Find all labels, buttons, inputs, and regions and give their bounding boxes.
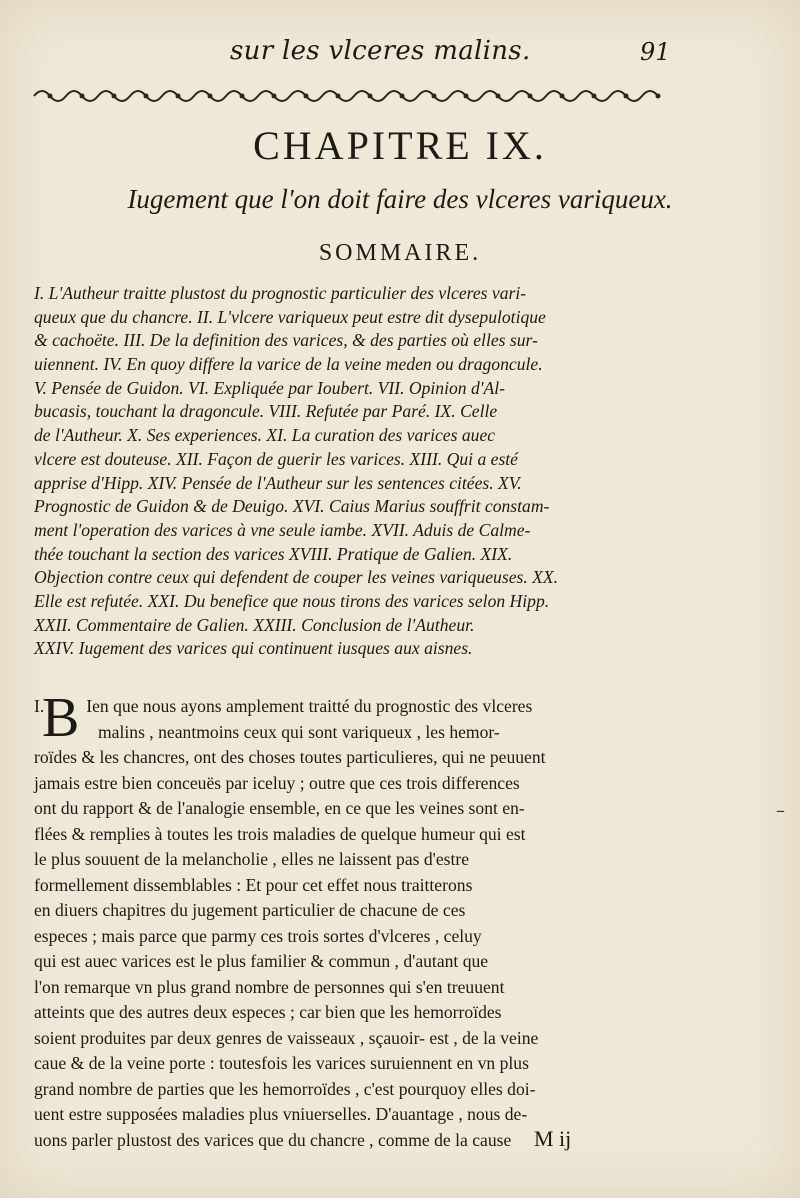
running-title: sur les vlceres malins. (230, 36, 531, 66)
chapter-title: CHAPITRE IX. (253, 123, 547, 168)
body-line: especes ; mais parce que parmy ces trois sortes d'vlceres , celuy (34, 925, 482, 946)
body-line: malins , neantmoins ceux qui sont variqueux , les hemor- (98, 721, 500, 742)
chapter-subtitle: Iugement que l'on doit faire des vlceres variqueux. (127, 184, 673, 214)
body-line: formellement dissemblables : Et pour cet effet nous traitterons (34, 874, 473, 895)
body-line: l'on remarque vn plus grand nombre de personnes qui s'en treuuent (34, 976, 505, 997)
body-paragraph (34, 694, 674, 1153)
body-line: le plus souuent de la melancholie , elles ne laissent pas d'estre (34, 849, 470, 869)
summary-line: Elle est refutée. XXI. Du benefice que nous tirons des varices selon Hipp. (34, 590, 550, 611)
summary-line: Objection contre ceux qui defendent de couper les veines variqueuses. XX. (34, 567, 559, 588)
summary-line: & cachoëte. III. De la definition des varices, & des parties où elles sur- (34, 330, 538, 351)
body-line: roïdes & les chancres, ont des choses toutes particulieres, qui ne peuuent (34, 747, 546, 767)
summary-line: de l'Autheur. X. Ses experiences. XI. La curation des varices auec (34, 425, 496, 446)
summary-line: thée touchant la section des varices XVIII. Pratique de Galien. XIX. (34, 543, 513, 564)
body-line: jamais estre bien conceuës par iceluy ; outre que ces trois differences (34, 772, 520, 793)
summary-block (34, 282, 674, 661)
body-line: uent estre supposées maladies plus vniuerselles. D'auantage , nous de- (34, 1104, 528, 1124)
running-head (0, 30, 800, 70)
body-line-first (34, 694, 674, 720)
body-line: caue & de la veine porte : toutesfois les varices suruiennent en vn plus (34, 1053, 529, 1073)
sommaire-heading: SOMMAIRE. (318, 240, 482, 266)
page-number: 91 (640, 38, 671, 66)
body-line: flées & remplies à toutes les trois maladies de quelque humeur qui est (34, 823, 526, 844)
summary-line: ment l'operation des varices à vne seule iambe. XVII. Aduis de Calme- (34, 519, 531, 540)
summary-line: vlcere est douteuse. XII. Façon de guerir les varices. XIII. Qui a esté (34, 448, 518, 469)
body-line: uons parler plustost des varices que du chancre , comme de la cause (34, 1129, 512, 1150)
summary-line: uiennent. IV. En quoy differe la varice de la veine meden ou dragoncule. (34, 354, 543, 375)
printer-ornament-band (30, 84, 670, 108)
body-line: qui est auec varices est le plus familier & commun , d'autant que (34, 951, 489, 971)
body-line: grand nombre de parties que les hemorroïdes , c'est pourquoy elles doi- (34, 1078, 536, 1099)
summary-line: bucasis, touchant la dragoncule. VIII. Refutée par Paré. IX. Celle (34, 401, 498, 422)
body-line: atteints que des autres deux especes ; car bien que les hemorroïdes (34, 1002, 502, 1022)
summary-line: I. L'Autheur traitte plustost du prognostic particulier des vlceres vari- (34, 283, 527, 303)
body-line: ont du rapport & de l'analogie ensemble, en ce que les veines sont en- (34, 798, 525, 818)
summary-line: XXIV. Iugement des varices qui continuent iusques aux aisnes. (34, 638, 473, 659)
margin-mark: – (776, 800, 785, 821)
signature-mark: M ij (534, 1126, 572, 1151)
summary-line: XXII. Commentaire de Galien. XXIII. Conclusion de l'Autheur. (34, 614, 475, 635)
body-line-second (34, 720, 674, 746)
summary-line: queux que du chancre. II. L'vlcere variqueux peut estre dit dysepulotique (34, 306, 546, 327)
body-line: Ien que nous ayons amplement traitté du prognostic des vlceres (86, 696, 533, 716)
drop-cap: B (42, 687, 80, 749)
summary-line: apprise d'Hipp. XIV. Pensée de l'Autheur sur les sentences citées. XV. (34, 472, 522, 493)
body-line: en diuers chapitres du jugement particulier de chacune de ces (34, 900, 466, 920)
section-number: I. (34, 696, 45, 716)
body-line: soient produites par deux genres de vaisseaux , sçauoir- est , de la veine (34, 1027, 539, 1048)
summary-line: Prognostic de Guidon & de Deuigo. XVI. Caius Marius souffrit constam- (34, 496, 550, 517)
summary-line: V. Pensée de Guidon. VI. Expliquée par Ioubert. VII. Opinion d'Al- (34, 377, 506, 398)
